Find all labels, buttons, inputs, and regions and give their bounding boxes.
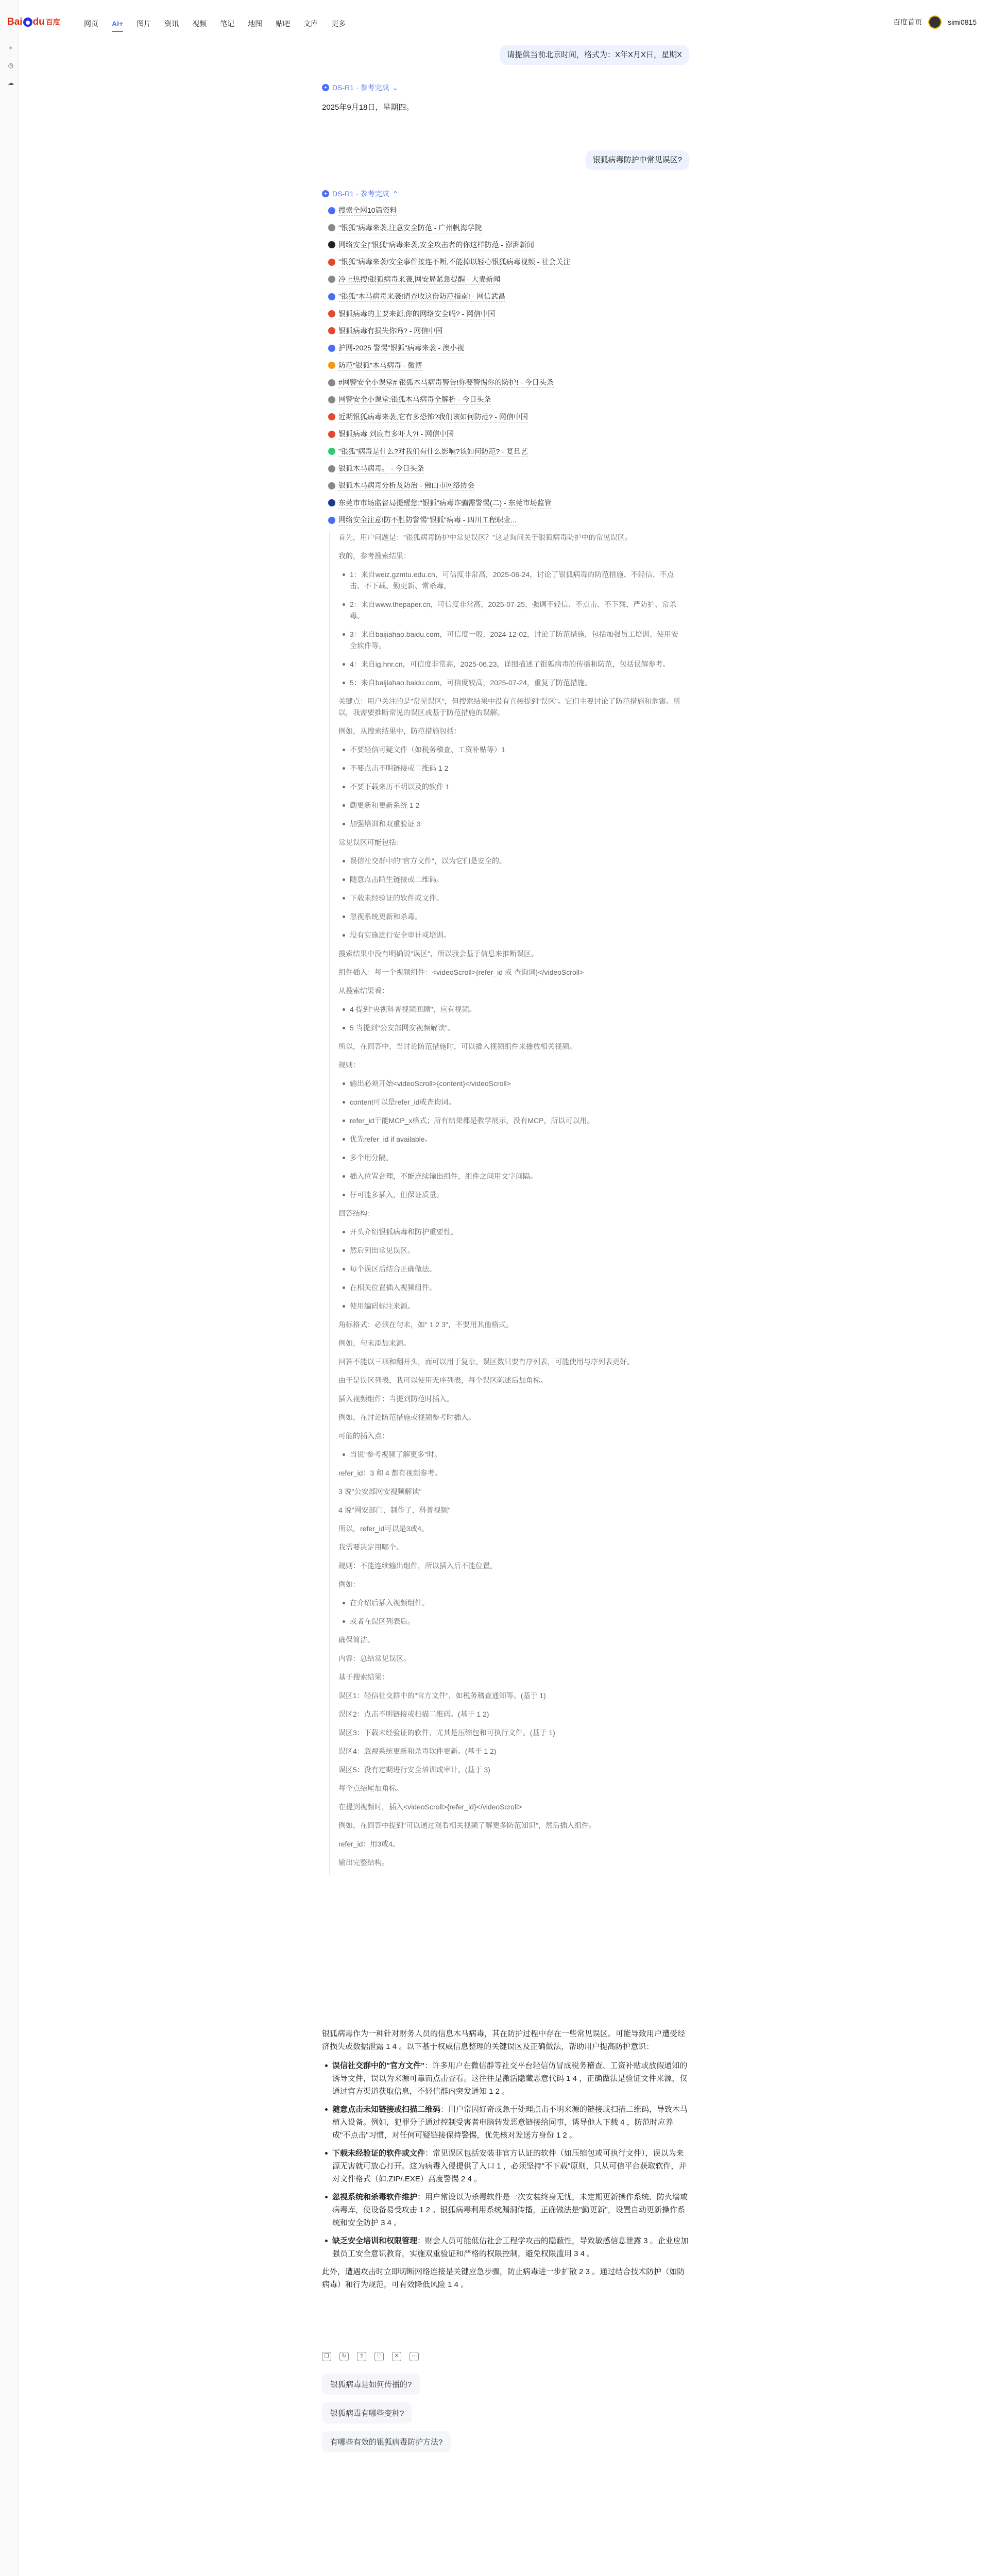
nav-tabs <box>77 19 352 29</box>
paw-icon <box>23 18 32 27</box>
thinking-list-item: 插入位置合理，不能连续输出组件，组件之间用文字间隔。 <box>338 1171 685 1182</box>
reference-item[interactable] <box>328 391 684 408</box>
thinking-list <box>338 1004 685 1033</box>
suggestion-1[interactable]: 银狐病毒是如何传播的? <box>322 2374 420 2395</box>
reference-item[interactable] <box>328 357 684 374</box>
copy-icon[interactable]: ❐ <box>322 2352 331 2361</box>
thinking-list <box>338 1597 685 1627</box>
answer-item-text: ：财会人员可能低估社会工程学攻击的隐蔽性，导致敏感信息泄露 3 。企业应加强员工安全意识教育，实施双重验证和严格的权限控制，避免权限滥用 3 4 。 <box>332 2236 689 2258</box>
reference-title: 冷上热搜!银狐病毒来袭,网安局紧急提醒 - 大麦新闻 <box>338 274 500 285</box>
thinking-list-item: 不要轻信可疑文件（如税务稽查、工资补贴等）1 <box>338 744 685 755</box>
reference-item[interactable] <box>328 305 684 322</box>
site-icon <box>328 413 335 420</box>
thinking-list-item: 5 当提到"公安部网安视频解读"。 <box>338 1022 685 1033</box>
answer-item <box>322 2147 689 2185</box>
reference-item[interactable] <box>328 340 684 357</box>
site-icon <box>328 259 335 266</box>
thinking-list-item: 每个误区后结合正确做法。 <box>338 1263 685 1275</box>
tab-0[interactable]: 网页 <box>84 20 98 28</box>
site-icon <box>328 310 335 317</box>
answer-item-title: 下载未经验证的软件或文件 <box>332 2149 425 2158</box>
thinking-paragraph: 基于搜索结果： <box>338 1673 389 1681</box>
reference-item[interactable] <box>328 409 684 426</box>
thinking-list <box>338 1078 685 1200</box>
site-icon <box>328 379 335 386</box>
thinking-paragraph: 例如，从搜索结果中，防范措施包括： <box>338 727 461 735</box>
thinking-list-item: 3：来自baijiahao.baidu.com，可信度一般，2024-12-02，讨论了防范措施，包括加强员工培训、使用安全软件等。 <box>338 629 685 651</box>
answer-1: 2025年9月18日，星期四。 <box>322 103 414 112</box>
answer-closing: 此外，遭遇攻击时立即切断网络连接是关键应急步骤，防止病毒进一步扩散 2 3 。通过结合技术防护（如防病毒）和行为规范，可有效降低风险 1 4 。 <box>322 2267 685 2289</box>
thinking-paragraph: 3 说"公安部网安视频解读" <box>338 1487 422 1496</box>
reference-title: 近期银狐病毒来袭,它有多恐怖?我们该如何防范? - 网信中国 <box>338 412 528 422</box>
reference-item[interactable] <box>328 288 684 305</box>
reference-item[interactable] <box>328 236 684 253</box>
reference-list <box>328 202 684 529</box>
reference-item[interactable] <box>328 374 684 391</box>
reference-title: "银狐"病毒来袭!安全事件接连不断,不能掉以轻心银狐病毒视频 - 社会关注 <box>338 257 570 267</box>
reference-item[interactable] <box>328 253 684 270</box>
site-icon <box>328 362 335 369</box>
thinking-list-item: 4 提到"央视科普视频回顾"，应有视频。 <box>338 1004 685 1015</box>
thinking-list-item: 多个用分隔。 <box>338 1152 685 1163</box>
thinking-list <box>338 1449 685 1460</box>
thinking-list-item: 使用编码标注来源。 <box>338 1300 685 1312</box>
answer-actions <box>322 2352 419 2361</box>
thinking-paragraph: 确保简洁。 <box>338 1636 374 1644</box>
thinking-list <box>338 744 685 829</box>
thinking-paragraph: 例如，在回答中提到"可以通过观看相关视频了解更多防范知识"，然后插入组件。 <box>338 1821 596 1829</box>
thinking-paragraph: 误区5：没有定期进行安全培训或审计。(基于 3) <box>338 1766 490 1774</box>
thinking-paragraph: 例如，句末添加来源。 <box>338 1339 411 1347</box>
thinking-list-item: 不要下载来历不明以及的软件 1 <box>338 781 685 792</box>
thinking-list-item: 1：来自weiz.gzmtu.edu.cn，可信度非常高，2025-06-24，讨论了银狐病毒的防范措施、不轻信、不点击、不下载、勤更新、常杀毒。 <box>338 569 685 591</box>
site-icon <box>328 499 335 506</box>
reference-title: 银狐病毒的主要来源,你的网络安全吗? - 网信中国 <box>338 309 495 319</box>
site-icon <box>328 465 335 472</box>
site-icon <box>328 241 335 248</box>
reference-title: 网络安全|"银狐"病毒来袭,安全攻击者的你这样防范 - 澎湃新闻 <box>338 240 534 250</box>
thinking-paragraph: 回答结构： <box>338 1209 374 1217</box>
thinking-list <box>338 855 685 941</box>
thinking-list-item: 2：来自www.thepaper.cn，可信度非常高，2025-07-25，强调不轻信、不点击、不下载、严防护、常杀毒。 <box>338 599 685 621</box>
thinking-paragraph: 我的，参考搜索结果： <box>338 552 411 560</box>
reference-title: 防范"银狐"木马病毒 - 微博 <box>338 360 422 371</box>
thinking-paragraph: 误区3：下载未经验证的软件，尤其是压缩包和可执行文件。(基于 1) <box>338 1728 555 1737</box>
thought-toggle-1[interactable]: ✦ DS-R1 · 参考完成 ⌄ <box>322 82 398 93</box>
top-navigation <box>0 0 989 43</box>
thinking-paragraph: 我需要决定用哪个。 <box>338 1543 403 1551</box>
tab-2[interactable]: 图片 <box>137 20 151 28</box>
thought-toggle-2[interactable]: ✦ DS-R1 · 参考完成 ⌃ <box>322 189 398 199</box>
thinking-paragraph: 可能的插入点： <box>338 1432 389 1440</box>
thinking-paragraph: 误区1：轻信社交群中的"官方文件"，如税务稽查通知等。(基于 1) <box>338 1691 546 1700</box>
thinking-list-item: 下载未经验证的软件或文件。 <box>338 892 685 904</box>
thinking-list-item: 当说"参考视频了解更多"时。 <box>338 1449 685 1460</box>
thinking-list-item: refer_id干能MCP_x格式；所有结果都是教学展示，没有MCP，所以可以用。 <box>338 1115 685 1126</box>
site-icon <box>328 517 335 524</box>
chevron-up-icon: ⌃ <box>392 189 399 198</box>
answer-item <box>322 2234 689 2260</box>
thinking-list-item: content可以是refer_id或查询词。 <box>338 1096 685 1108</box>
left-rail <box>0 0 19 2576</box>
thinking-paragraph: 输出完整结构。 <box>338 1858 389 1867</box>
answer-list <box>322 2059 689 2260</box>
thinking-list-item: 在介绍后插入视频组件。 <box>338 1597 685 1608</box>
search-icon <box>328 207 335 214</box>
thinking-paragraph: 搜索结果中没有明确说"误区"，所以我会基于信息来推断误区。 <box>338 950 538 958</box>
answer-item <box>322 2103 689 2142</box>
home-link[interactable]: 百度首页 <box>893 18 922 26</box>
refresh-icon[interactable]: ↻ <box>339 2352 349 2361</box>
user-question-2: 银狐病毒防护中常见误区? <box>586 150 689 170</box>
thinking-list-item: 然后列出常见误区。 <box>338 1245 685 1256</box>
site-icon <box>328 293 335 300</box>
reference-title: "银狐"病毒是什么?对我们有什么影响?该如何防范? - 复旦艺 <box>338 446 528 457</box>
answer-item <box>322 2059 689 2098</box>
thinking-paragraph: 所以，在回答中，当讨论防范措施时，可以插入视频组件来播放相关视频。 <box>338 1042 576 1050</box>
avatar[interactable] <box>928 15 942 29</box>
history-icon[interactable]: ◷ <box>8 62 14 69</box>
thinking-list-item: 或者在误区列表后。 <box>338 1616 685 1627</box>
share-icon[interactable]: ⇪ <box>357 2352 366 2361</box>
thinking-list-item: 加强培训和双重验证 3 <box>338 818 685 829</box>
reference-title: 护网-2025 警惕"银狐"病毒来袭 - 澳小视 <box>338 343 464 353</box>
thinking-list-item: 不要点击不明链接或二维码 1 2 <box>338 762 685 774</box>
reference-title: 网络安全注意!防不胜防警惕"银狐"病毒 - 四川工程职业... <box>338 515 517 526</box>
reference-item[interactable] <box>328 202 684 219</box>
thinking-list-item: 输出必须开始<videoScroll>{content}</videoScroll> <box>338 1078 685 1089</box>
thinking-list <box>338 1226 685 1312</box>
reference-item[interactable] <box>328 512 684 529</box>
reference-item[interactable] <box>328 477 684 494</box>
thinking-paragraph: 误区2：点击不明链接或扫描二维码。(基于 1 2) <box>338 1710 489 1718</box>
reference-title: 网警安全小课堂:银狐木马病毒全解析 - 今日头条 <box>338 394 491 405</box>
thinking-list-item: 没有实施进行安全审计或培训。 <box>338 929 685 941</box>
suggestion-2[interactable]: 银狐病毒有哪些变种? <box>322 2402 412 2424</box>
reference-title: 搜索全网10篇资料 <box>338 205 397 216</box>
tab-4[interactable]: 视频 <box>192 20 207 28</box>
answer-intro: 银狐病毒作为一种针对财务人员的信息木马病毒，其在防护过程中存在一些常见误区。可能导致用户遭受经济损失或数据泄露 1 4 。以下基于权威信息整理的关键误区及正确做法，帮助用户提高防护意识： <box>322 2029 686 2051</box>
thinking-paragraph: 组件插入：每一个视频组件：<videoScroll>{refer_id 或 查询词}</videoScroll> <box>338 968 584 976</box>
tab-1[interactable]: AI+ <box>105 19 130 29</box>
thinking-paragraph: 从搜索结果看： <box>338 987 389 995</box>
thinking-paragraph: 4 说"网安部门，制作了，科普视频" <box>338 1506 451 1514</box>
thinking-panel <box>329 532 685 1875</box>
thinking-list-item: 误信社交群中的"官方文件"，以为它们是安全的。 <box>338 855 685 867</box>
thinking-paragraph: 角标格式：必须在句末，如" 1 2 3"，不要用其他格式。 <box>338 1320 513 1329</box>
tab-9[interactable]: 更多 <box>331 20 346 28</box>
thinking-list-item: 仔可能多插入，但保证质量。 <box>338 1189 685 1200</box>
thinking-paragraph: 常见误区可能包括： <box>338 838 403 846</box>
thinking-paragraph: 例如： <box>338 1580 360 1588</box>
reference-title: 银狐木马病毒。 - 今日头条 <box>338 463 424 474</box>
thinking-paragraph: 所以，refer_id可以是3或4。 <box>338 1524 429 1533</box>
final-answer <box>322 2027 689 2297</box>
answer-item-text: ：许多用户在微信群等社交平台轻信仿冒成税务稽查、工资补贴或放假通知的诱导文件，误以为来源可靠而点击查看。这往往是激活隐藏恶意代码 1 4 ，正确做法是验证文件来源，仅通过官方渠道获取信息，不轻信群内突发通知 1 2 。 <box>332 2061 688 2096</box>
reference-title: "银狐"木马病毒来袭!请查收这份防范指南! - 网信武昌 <box>338 291 505 302</box>
ds-model-icon: ✦ <box>322 190 329 197</box>
thinking-list-item: 勤更新和更新系统 1 2 <box>338 800 685 811</box>
thinking-list-item: 在相关位置插入视频组件。 <box>338 1282 685 1293</box>
thinking-list-item: 5：来自baijiahao.baidu.com，可信度较高，2025-07-24，重复了防范措施。 <box>338 677 685 688</box>
chevron-down-icon: ⌄ <box>392 83 399 92</box>
reference-item[interactable] <box>328 219 684 236</box>
thinking-list-item: 忽视系统更新和杀毒。 <box>338 911 685 922</box>
thinking-paragraph: 关键点：用户关注的是"常见误区"，但搜索结果中没有直接提到"误区"。它们主要讨论了防范措施和危害。所以，我需要推断常见的误区或基于防范措施的误解。 <box>338 697 680 717</box>
reference-title: 银狐木马病毒分析及防治 - 佛山市网络协会 <box>338 480 474 491</box>
thinking-paragraph: refer_id：用3或4。 <box>338 1840 400 1848</box>
thinking-paragraph: 首先，用户问题是："银狐病毒防护中常见误区？"这是询问关于银狐病毒防护中的常见误区。 <box>338 533 632 541</box>
answer-item-title: 忽视系统和杀毒软件维护 <box>332 2193 418 2201</box>
thinking-list-item: 随意点击陌生链接或二维码。 <box>338 874 685 885</box>
reference-item[interactable] <box>328 495 684 512</box>
new-chat-icon[interactable]: + <box>9 44 13 52</box>
reference-item[interactable] <box>328 443 684 460</box>
site-icon <box>328 396 335 403</box>
thinking-list <box>338 569 685 688</box>
more-icon[interactable]: ⋯ <box>410 2352 419 2361</box>
answer-item-title: 缺乏安全培训和权限管理 <box>332 2236 418 2245</box>
thinking-paragraph: 每个点结尾加角标。 <box>338 1784 403 1792</box>
thinking-paragraph: 回答不能以三项和翻开头，而可以用于复杂。误区数只要有序列表，可能使用与序列表更好。 <box>338 1358 634 1366</box>
like-icon[interactable]: ♡ <box>374 2352 384 2361</box>
site-icon <box>328 345 335 352</box>
reference-title: 银狐病毒有损失你吗? - 网信中国 <box>338 326 442 336</box>
thinking-list-item: 开头介绍银狐病毒和防护重要性。 <box>338 1226 685 1238</box>
site-icon <box>328 224 335 231</box>
user-area <box>893 15 977 29</box>
reference-item[interactable] <box>328 323 684 340</box>
site-icon <box>328 327 335 334</box>
tab-6[interactable]: 地图 <box>248 20 263 28</box>
answer-item-title: 随意点击未知链接或扫描二维码 <box>332 2105 441 2114</box>
tab-3[interactable]: 资讯 <box>164 20 179 28</box>
reference-item[interactable] <box>328 460 684 477</box>
thinking-paragraph: 规则：不能连续输出组件，所以插入后不能位置。 <box>338 1562 497 1570</box>
user-question-1: 请提供当前北京时间，格式为：X年X月X日，星期X <box>500 45 689 65</box>
answer-item-text: ：用户常设以为杀毒软件是一次安装终身无忧，未定期更新操作系统、防火墙或病毒库，使设备易受攻击 1 2 。银狐病毒利用系统漏洞传播，正确做法是"勤更新"，设置自动更新操作系统和安全防护 3 4 。 <box>332 2193 688 2227</box>
tab-7[interactable]: 贴吧 <box>276 20 291 28</box>
thinking-paragraph: 由于是误区列表，我可以使用无序列表，每个误区陈述后加角标。 <box>338 1376 548 1384</box>
reference-title: 东莞市市场监督局提醒您:"银狐"病毒诈骗需警惕(二) - 东莞市场监管 <box>338 498 552 509</box>
thinking-paragraph: 误区4：忽视系统更新和杀毒软件更新。(基于 1 2) <box>338 1747 497 1755</box>
suggestion-3[interactable]: 有哪些有效的银狐病毒防护方法? <box>322 2431 451 2452</box>
answer-item <box>322 2191 689 2229</box>
site-icon <box>328 431 335 438</box>
thinking-paragraph: refer_id：3 和 4 都有视频参考。 <box>338 1469 442 1477</box>
baidu-logo[interactable]: Bai du 百度 <box>7 16 60 27</box>
reference-title: #网警安全小课堂# 银狐木马病毒警告!你要警惕你的防护! - 今日头条 <box>338 377 554 388</box>
site-icon <box>328 448 335 455</box>
thinking-list-item: 优先refer_id if available。 <box>338 1133 685 1145</box>
ds-model-icon: ✦ <box>322 84 329 91</box>
reference-item[interactable] <box>328 426 684 443</box>
answer-item-text: ：常见误区包括安装非官方认证的软件（如压缩包或可执行文件），误以为来源无害就可放心打开。这为病毒入侵提供了入口 1 ，必须坚持"不下载"原则，只从可信平台获取软件，并对文件格式（如.ZIP/.EXE）高度警惕 2 4 。 <box>332 2149 687 2183</box>
reference-item[interactable] <box>328 271 684 288</box>
tab-5[interactable]: 笔记 <box>220 20 235 28</box>
thinking-paragraph: 例如，在讨论防范措施或视频参考时插入。 <box>338 1413 475 1421</box>
dislike-icon[interactable]: ✕ <box>392 2352 401 2361</box>
answer-item-title: 误信社交群中的"官方文件" <box>332 2061 425 2070</box>
thinking-paragraph: 内容：总结常见误区。 <box>338 1654 411 1663</box>
cloud-icon[interactable]: ☁ <box>8 79 14 87</box>
thinking-list-item: 4：来自ig.hnr.cn，可信度非常高，2025-06.23，详细描述了银狐病毒的传播和防范，包括误解参考。 <box>338 658 685 670</box>
answer-item-text: ：用户常因好奇或急于处理点击不明来源的链接或扫描二维码，导致木马植入设备。例如，犯罪分子通过控制受害者电脑转发恶意链接给同事，诱导他人下载 4 ，防范时应养成"不点击"习惯，对任何可疑链接保持警惕，优先核对发送方身份 1 2 。 <box>332 2105 688 2140</box>
reference-title: 银狐病毒 到底有多吓人?! - 网信中国 <box>338 429 454 439</box>
username[interactable]: simi0815 <box>947 18 977 26</box>
reference-title: "银狐"病毒来袭,注意安全防范 - 广州帆海学院 <box>338 223 482 233</box>
site-icon <box>328 276 335 283</box>
thinking-paragraph: 规则： <box>338 1061 360 1069</box>
site-icon <box>328 482 335 489</box>
thinking-paragraph: 插入视频组件：当提到防范时插入。 <box>338 1395 454 1403</box>
thinking-paragraph: 在提到视频时，插入<videoScroll>{refer_id}</videoScroll> <box>338 1803 522 1811</box>
tab-8[interactable]: 文库 <box>303 20 318 28</box>
